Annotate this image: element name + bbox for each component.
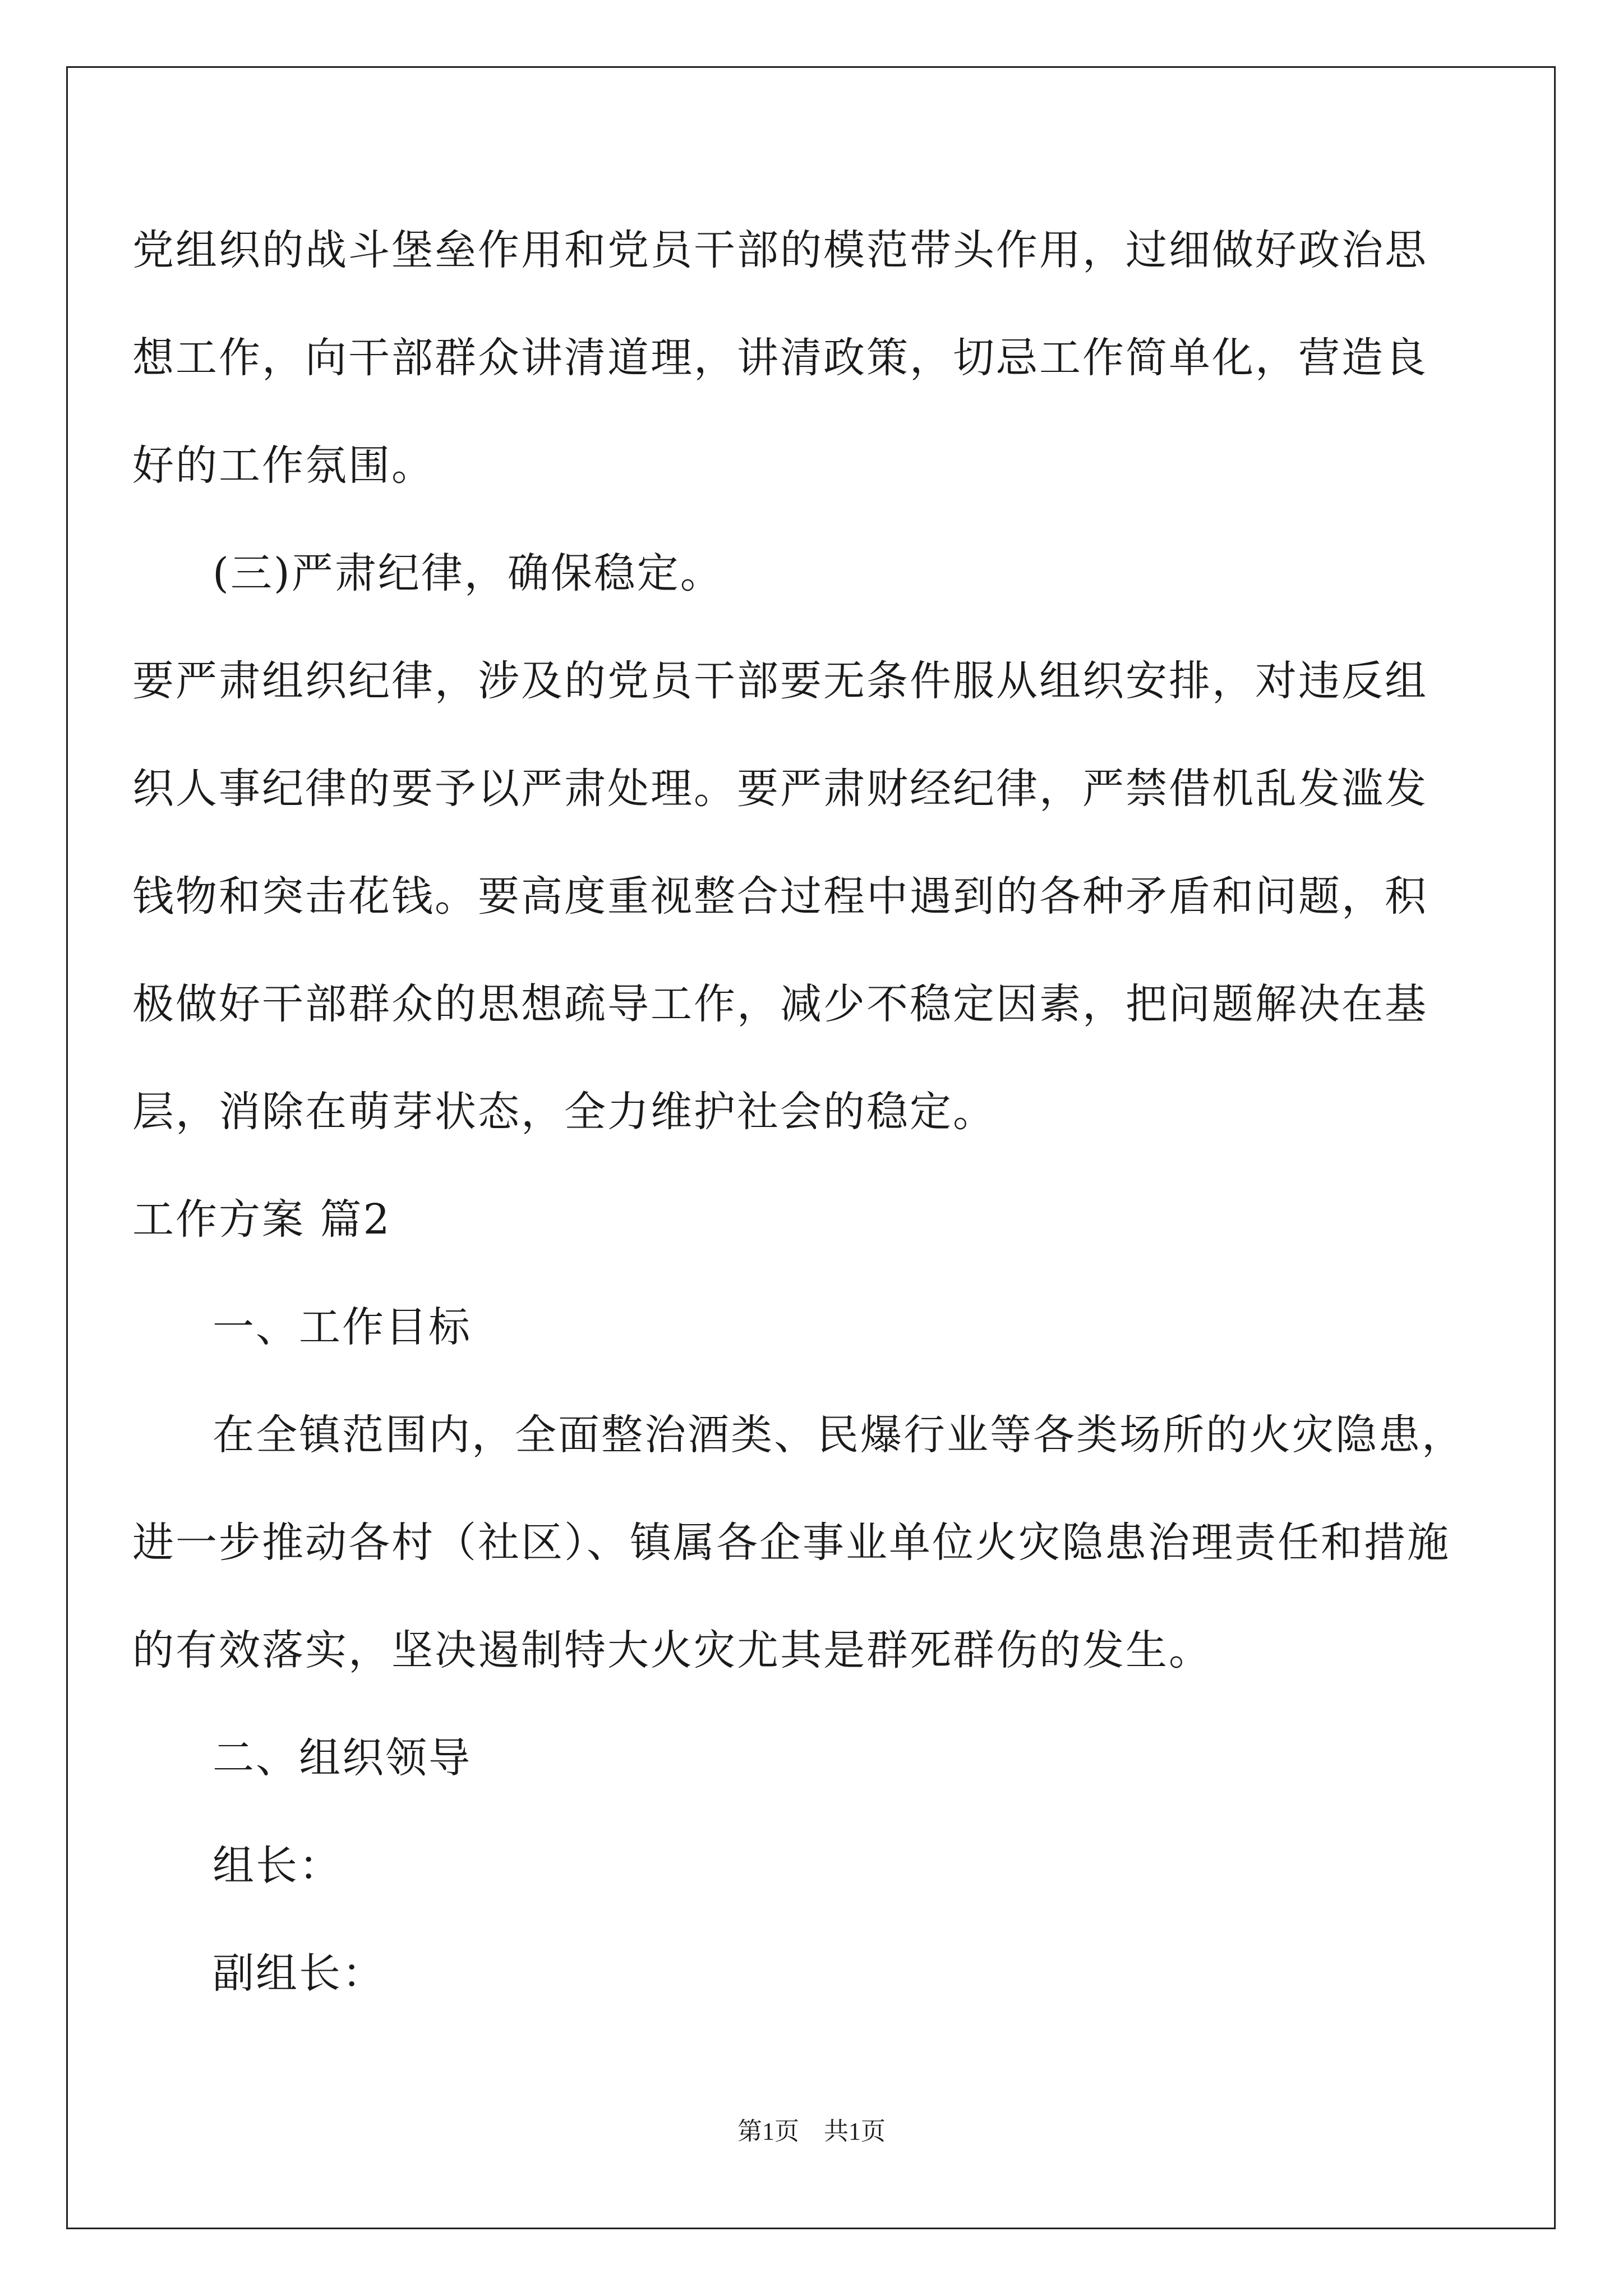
page-border (66, 66, 1556, 2229)
page-footer: 第1页 共1页 (737, 2118, 886, 2145)
paragraph-line: 想工作，向干部群众讲清道理，讲清政策，切忌工作简单化，营造良 (132, 334, 1428, 382)
paragraph-line: 钱物和突击花钱。要高度重视整合过程中遇到的各种矛盾和问题，积 (132, 872, 1428, 921)
paragraph-line: 党组织的战斗堡垒作用和党员干部的模范带头作用，过细做好政治思 (132, 226, 1428, 274)
paragraph-line: 进一步推动各村（社区）、镇属各企事业单位火灾隐患治理责任和措施 (132, 1519, 1450, 1567)
paragraph-line: 极做好干部群众的思想疏导工作，减少不稳定因素，把问题解决在基 (132, 980, 1428, 1028)
paragraph-line: 好的工作氛围。 (132, 441, 435, 490)
field-label: 组长： (213, 1842, 342, 1890)
field-label: 副组长： (213, 1949, 385, 1998)
section-heading: 一、工作目标 (213, 1303, 472, 1351)
section-heading: (三)严肃纪律，确保稳定。 (213, 549, 723, 597)
paragraph-line: 要严肃组织纪律，涉及的党员干部要无条件服从组织安排，对违反组 (132, 657, 1428, 705)
paragraph-line: 织人事纪律的要予以严肃处理。要严肃财经纪律，严禁借机乱发滥发 (132, 765, 1428, 813)
section-heading: 二、组织领导 (213, 1734, 472, 1782)
paragraph-line: 的有效落实，坚决遏制特大火灾尤其是群死群伤的发生。 (132, 1626, 1212, 1674)
paragraph-line: 在全镇范围内，全面整治酒类、民爆行业等各类场所的火灾隐患， (213, 1411, 1465, 1459)
document-title: 工作方案 篇2 (132, 1195, 391, 1244)
paragraph-line: 层，消除在萌芽状态，全力维护社会的稳定。 (132, 1088, 996, 1136)
